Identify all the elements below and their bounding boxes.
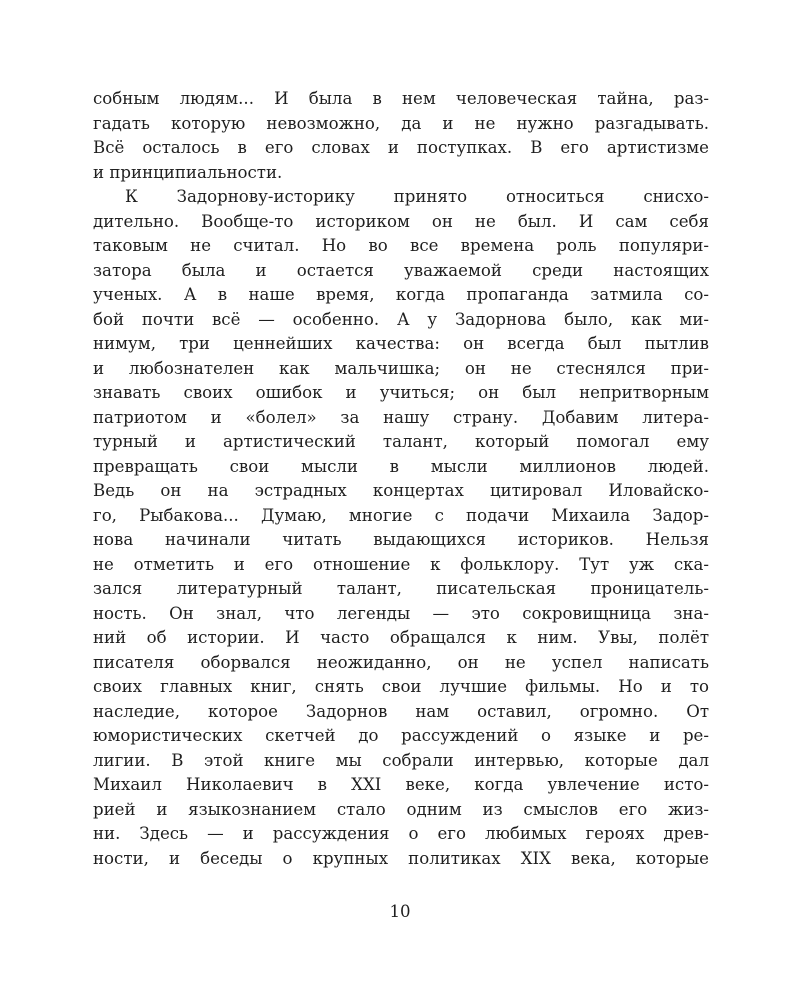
text-line: гадать которую невозможно, да и не нужно разгадывать. xyxy=(93,113,709,133)
text-line: нова начинали читать выдающихся историков. Нельзя xyxy=(93,530,709,549)
text-line: патриотом и «болел» за нашу страну. Добавим литера- xyxy=(93,407,709,427)
text-line: наследие, которое Задорнов нам оставил, огромно. От xyxy=(93,701,709,721)
text-line: зался литературный талант, писательская проницатель- xyxy=(93,579,709,598)
text-line: затора была и остается уважаемой среди настоящих xyxy=(93,260,709,280)
text-line: го, Рыбакова... Думаю, многие с подачи Михаила Задор- xyxy=(93,505,709,525)
text-line: знавать своих ошибок и учиться; он был непритворным xyxy=(93,383,709,402)
text-line: лигии. В этой книге мы собрали интервью, которые дал xyxy=(93,750,709,770)
text-line: и принципиальности. xyxy=(93,162,283,182)
text-line: ученых. А в наше время, когда пропаганда затмила со- xyxy=(93,285,709,304)
text-line: своих главных книг, снять свои лучшие фильмы. Но и то xyxy=(93,677,709,696)
page-number: 10 xyxy=(389,902,411,921)
text-line: ний об истории. И часто обращался к ним. Увы, полёт xyxy=(93,628,709,647)
text-line: юмористических скетчей до рассуждений о языке и ре- xyxy=(93,726,709,745)
text-line: нимум, три ценнейших качества: он всегда был пытлив xyxy=(93,334,709,353)
text-line: таковым не считал. Но во все времена роль популяри- xyxy=(93,236,709,255)
text-line: рией и языкознанием стало одним из смыслов его жиз- xyxy=(93,799,709,819)
text-line: и любознателен как мальчишка; он не стеснялся при- xyxy=(93,358,709,378)
text-line: превращать свои мысли в мысли миллионов людей. xyxy=(93,456,709,476)
text-line: собным людям... И была в нем человеческая тайна, раз- xyxy=(93,89,709,108)
text-line: турный и артистический талант, который помогал ему xyxy=(93,432,709,451)
text-line: К Задорнову-историку принято относиться снисхо- xyxy=(125,187,709,206)
text-line: ности, и беседы о крупных политиках XIX века, которые xyxy=(93,848,709,868)
text-line: дительно. Вообще-то историком он не был. И сам себя xyxy=(93,211,709,231)
body-text xyxy=(93,87,709,871)
text-line: бой почти всё — особенно. А у Задорнова было, как ми- xyxy=(93,309,709,329)
text-line: не отметить и его отношение к фольклору. Тут уж ска- xyxy=(93,554,709,574)
text-line: Михаил Николаевич в XXI веке, когда увлечение исто- xyxy=(93,775,709,794)
text-line: ность. Он знал, что легенды — это сокровищница зна- xyxy=(93,603,709,623)
text-line: Всё осталось в его словах и поступках. В его артистизме xyxy=(93,138,709,157)
text-line: писателя оборвался неожиданно, он не успел написать xyxy=(93,652,709,672)
paragraph xyxy=(93,185,709,871)
text-line: Ведь он на эстрадных концертах цитировал Иловайско- xyxy=(93,481,709,500)
paragraph xyxy=(93,87,709,185)
text-line: ни. Здесь — и рассуждения о его любимых героях древ- xyxy=(93,824,709,843)
